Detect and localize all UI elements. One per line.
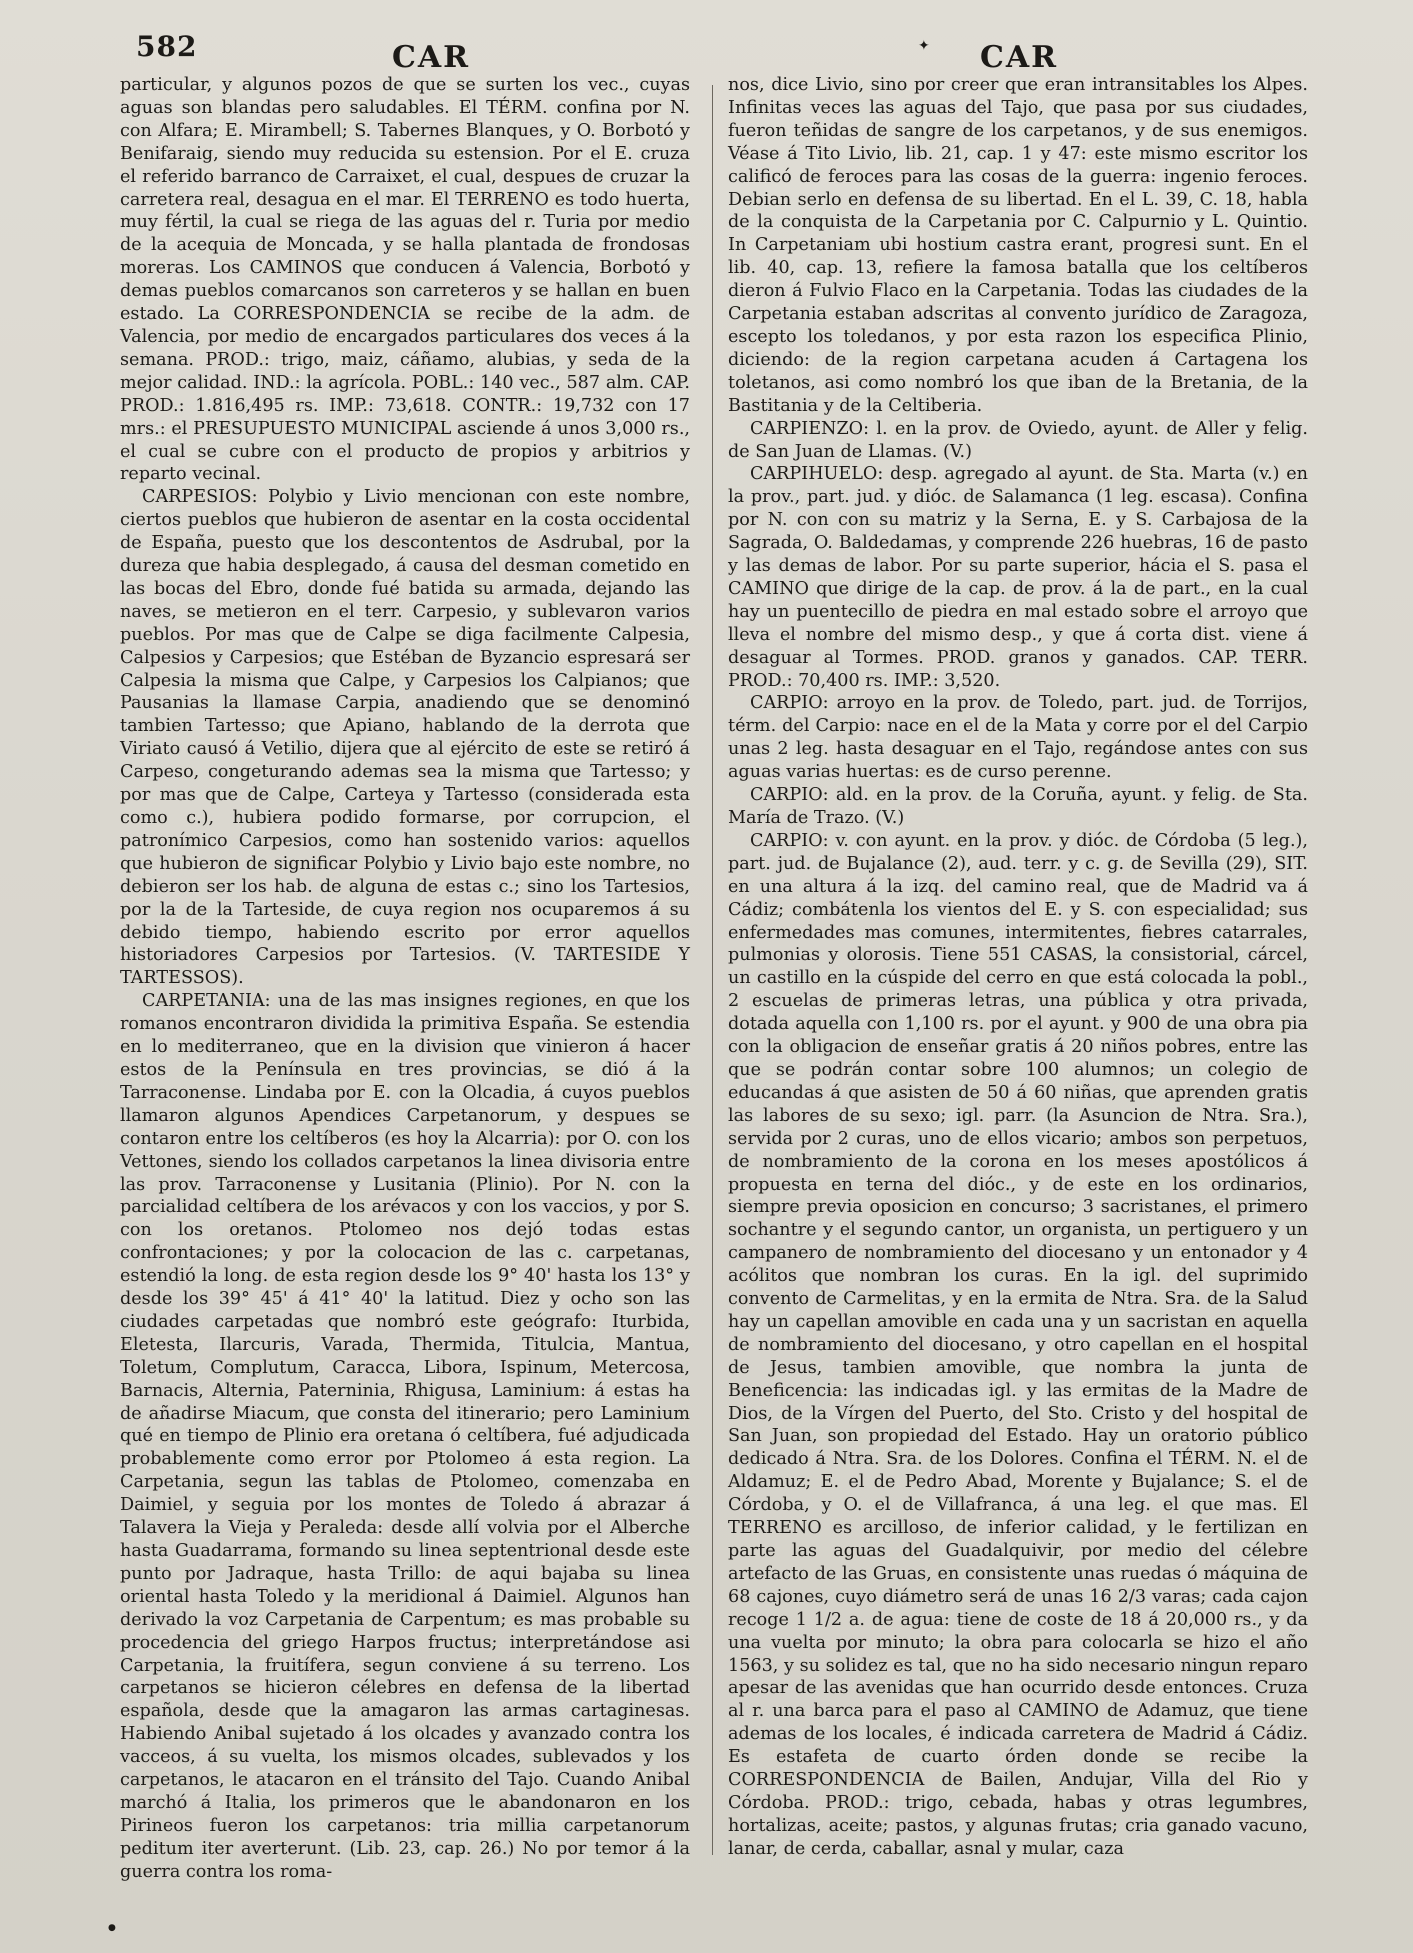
- right-column: [728, 74, 1308, 1861]
- entry-carpienzo: CARPIENZO: l. en la prov. de Oviedo, ayunt. de Aller y felig. de San Juan de Llamas. (V.): [728, 418, 1308, 462]
- page-number: 582: [136, 30, 198, 63]
- entry-carpetania: CARPETANIA: una de las mas insignes regiones, en que los romanos encontraron dividida la primitiva España. Se estendia en lo mediterraneo, que en la division que vinieron á hacer estos de la Península en tres provincias, se dió á la Tarraconense. Lindaba por E. con la Olcadia, á cuyos pueblos llamaron algunos Apendices Carpetanorum, y despues se contaron entre los celtíberos (es hoy la Alcarria): por O. con los Vettones, siendo los collados carpetanos la linea divisoria entre las prov. Tarraconense y Lusitania (Plinio). Por N. con la parcialidad celtíbera de los arévacos y con los vaccios, y por S. con los oretanos. Ptolomeo nos dejó todas estas confrontaciones; y por la colocacion de las c. carpetanas, estendió la long. de esta region desde los 9° 40' hasta los 13° y desde los 39° 45' á 41° 40' la latitud. Diez y ocho son las ciudades carpetadas que nombró este geógrafo: Iturbida, Eletesta, Ilarcuris, Varada, Thermida, Titulcia, Mantua, Toletum, Complutum, Caracca, Libora, Ispinum, Metercosa, Barnacis, Alternia, Paterninia, Rhigusa, Laminium: á estas ha de añadirse Miacum, que consta del itinerario; pero Laminium qué en tiempo de Plinio era oretana ó celtíbera, fué adjudicada probablemente como error por Ptolomeo á esta region. La Carpetania, segun las tablas de Ptolomeo, comenzaba en Daimiel, y seguia por los montes de Toledo á abrazar á Talavera la Vieja y Peraleda: desde allí volvia por el Alberche hasta Guadarrama, formando su linea septentrional desde este punto por Jadraque, hasta Trillo: de aqui bajaba su linea oriental hasta Toledo y la meridional á Daimiel. Algunos han derivado la voz Carpetania de Carpentum; es mas probable su procedencia del griego Harpos fructus; interpretándose asi Carpetania, la fruitífera, segun conviene á su terreno. Los carpetanos se hicieron célebres en defensa de la libertad española, desde que la amagaron las armas cartaginesas. Habiendo Anibal sujetado á los olcades y avanzado contra los vacceos, á su vuelta, los mismos olcades, sublevados y los carpetanos, le atacaron en el tránsito del Tajo. Cuando Anibal marchó á Italia, los primeros que le abandonaron en los Pirineos fueron los carpetanos: tria millia carpetanorum peditum iter averterunt. (Lib. 23, cap. 26.) No por temor á la guerra contra los roma-: [120, 991, 690, 1882]
- left-running-head: CAR: [392, 40, 471, 75]
- entry-carpio-villa: CARPIO: v. con ayunt. en la prov. y dióc. de Córdoba (5 leg.), part. jud. de Bujalance (2), aud. terr. y c. g. de Sevilla (29), SIT. en una altura á la izq. del camino real, que de Madrid va á Cádiz; combátenla los vientos del E. y S. con especialidad; sus enfermedades mas comunes, intermitentes, fiebres catarrales, pulmonias y olorosis. Tiene 551 CASAS, la consistorial, cárcel, un castillo en la cúspide del cerro en que está colocada la pobl., 2 escuelas de primeras letras, una pública y otra privada, dotada aquella con 1,100 rs. por el ayunt. y 900 de una obra pia con la obligacion de enseñar gratis á 20 niños pobres, entre las que se podrán contar sobre 100 alumnos; un colegio de educandas á que asisten de 50 á 60 niñas, que aprenden gratis las labores de su sexo; igl. parr. (la Asuncion de Ntra. Sra.), servida por 2 curas, uno de ellos vicario; ambos son perpetuos, de nombramiento de la corona en los meses apostólicos á propuesta en terna del dióc., y de este en los ordinarios, siempre previa oposicion en concurso; 3 sacristanes, el primero sochantre y el segundo cantor, un organista, un pertiguero y un campanero de nombramiento del diocesano y un entonador y 4 acólitos que nombran los curas. En la igl. del suprimido convento de Carmelitas, y en la ermita de Ntra. Sra. de la Salud hay un capellan amovible en cada una y un sacristan en aquella de nombramiento del diocesano, y otro capellan en el hospital de Jesus, tambien amovible, que nombra la junta de Beneficencia: las indicadas igl. y las ermitas de la Madre de Dios, de la Vírgen del Puerto, del Sto. Cristo y del hospital de San Juan, son propiedad del Estado. Hay un oratorio público dedicado á Ntra. Sra. de los Dolores. Confina el TÉRM. N. el de Aldamuz; E. el de Pedro Abad, Morente y Bujalance; S. el de Córdoba, y O. el de Villafranca, á una leg. el que mas. El TERRENO es arcilloso, de inferior calidad, y le fertilizan en parte las aguas del Guadalquivir, por medio del célebre artefacto de las Gruas, en consistente unas ruedas ó máquina de 68 cajones, cuyo diámetro será de unas 16 2/3 varas; cada cajon recoge 1 1/2 a. de agua: tiene de coste de 18 á 20,000 rs., y da una vuelta por minuto; la obra para colocarla se hizo el año 1563, y su solidez es tal, que no ha sido necesario ningun reparo apesar de las avenidas que han ocurrido desde entonces. Cruza al r. una barca para el paso al CAMINO de Adamuz, que tiene ademas de los locales, é indicada carretera de Madrid á Cádiz. Es estafeta de cuarto órden donde se recibe la CORRESPONDENCIA de Bailen, Andujar, Villa del Rio y Córdoba. PROD.: trigo, cebada, habas y otras legumbres, hortalizas, aceite; pastos, y algunas frutas; cria ganado vacuno, lanar, de cerda, caballar, asnal y mular, caza: [728, 830, 1308, 1859]
- dot-mark-icon: ●: [108, 1923, 116, 1933]
- entry-carpio-arroyo: CARPIO: arroyo en la prov. de Toledo, part. jud. de Torrijos, térm. del Carpio: nace en el de la Mata y corre por el del Carpio unas 2 leg. hasta desaguar en el Tajo, regándose antes con sus aguas varias huertas: es de curso perenne.: [728, 693, 1308, 783]
- entry-carpio-aldea: CARPIO: ald. en la prov. de la Coruña, ayunt. y felig. de Sta. María de Trazo. (V.): [728, 785, 1308, 828]
- continued-entry-text: nos, dice Livio, sino por creer que eran intransitables los Alpes. Infinitas veces las aguas del Tajo, que pasa por sus ciudades, fueron teñidas de sangre de los carpetanos, y de sus enemigos. Véase á Tito Livio, lib. 21, cap. 1 y 47: este mismo escritor los calificó de feroces para las cosas de la guerra: ingenio feroces. Debian serlo en defensa de su libertad. En el L. 39, C. 18, habla de la conquista de la Carpetania por C. Calpurnio y L. Quintio. In Carpetaniam ubi hostium castra erant, progresi sunt. En el lib. 40, cap. 13, refiere la famosa batalla que los celtíberos dieron á Fulvio Flaco en la Carpetania. Todas las ciudades de la Carpetania estaban adscritas al convento jurídico de Zaragoza, escepto los toledanos, y por esta razon los especifica Plinio, diciendo: de la region carpetana acuden á Cartagena los toletanos, asi como nombró los que iban de la Bretania, de la Bastitania y de la Celtiberia.: [728, 75, 1308, 416]
- entry-carpesios: CARPESIOS: Polybio y Livio mencionan con este nombre, ciertos pueblos que hubieron de asentar en la costa occidental de España, puesto que los descontentos de Asdrubal, por la dureza que habia desplegado, á causa del desman cometido en las bocas del Ebro, donde fué batida su armada, dejando las naves, se metieron en el terr. Carpesio, y sublevaron varios pueblos. Por mas que de Calpe se diga facilmente Calpesia, Calpesios y Carpesios; que Estéban de Byzancio espresará ser Calpesia la misma que Calpe, y Carpesios los Calpianos; que Pausanias la llamase Carpia, anadiendo que se denominó tambien Tartesso; que Apiano, hablando de la derrota que Viriato causó á Vetilio, dijera que al ejército de este se retiró á Carpeso, congeturando ademas sea la misma que Tartesso; y por mas que de Calpe, Carteya y Tartesso (considerada esta como c.), hubiera podido formarse, por corrupcion, el patronímico Carpesios, como han sostenido varios: aquellos que hubieron de significar Polybio y Livio bajo este nombre, no debieron ser los hab. de alguna de estas c.; sino los Tartesios, por la de la Tarteside, de cuya region nos ocuparemos á su debido tiempo, habiendo escrito por error aquellos historiadores Carpesios por Tartesios. (V. TARTESIDE Y TARTESSOS).: [120, 487, 690, 989]
- column-divider: [712, 85, 713, 1855]
- entry-carpihuelo: CARPIHUELO: desp. agregado al ayunt. de Sta. Marta (v.) en la prov., part. jud. y dióc. de Salamanca (1 leg. escasa). Confina por N. con con su matriz y la Serna, E. y S. Carbajosa de la Sagrada, O. Baldedamas, y comprende 226 huebras, 16 de pasto y las demas de labor. Por su parte superior, hácia el S. pasa el CAMINO que dirige de la cap. de prov. á la de part., en la cual hay un puentecillo de piedra en mal estado sobre el arroyo que lleva el nombre del mismo desp., y que á corta dist. viene á desaguar al Tormes. PROD. granos y ganados. CAP. TERR. PROD.: 70,400 rs. IMP.: 3,520.: [728, 464, 1308, 691]
- ornament-mark-icon: ✦: [918, 38, 930, 54]
- left-column: [120, 74, 690, 1884]
- right-running-head: CAR: [980, 40, 1059, 75]
- continued-entry-text: particular, y algunos pozos de que se surten los vec., cuyas aguas son blandas pero saludables. El TÉRM. confina por N. con Alfara; E. Mirambell; S. Tabernes Blanques, y O. Borbotó y Benifaraig, siendo muy reducida su estension. Por el E. cruza el referido barranco de Carraixet, el cual, despues de cruzar la carretera real, desagua en el mar. El TERRENO es todo huerta, muy fértil, la cual se riega de las aguas del r. Turia por medio de la acequia de Moncada, y se halla plantada de frondosas moreras. Los CAMINOS que conducen á Valencia, Borbotó y demas pueblos comarcanos son carreteros y se hallan en buen estado. La CORRESPONDENCIA se recibe de la adm. de Valencia, por medio de encargados particulares dos veces á la semana. PROD.: trigo, maiz, cáñamo, alubias, y seda de la mejor calidad. IND.: la agrícola. POBL.: 140 vec., 587 alm. CAP. PROD.: 1.816,495 rs. IMP.: 73,618. CONTR.: 19,732 con 17 mrs.: el PRESUPUESTO MUNICIPAL asciende á unos 3,000 rs., el cual se cubre con el producto de propios y arbitrios y reparto vecinal.: [120, 75, 690, 485]
